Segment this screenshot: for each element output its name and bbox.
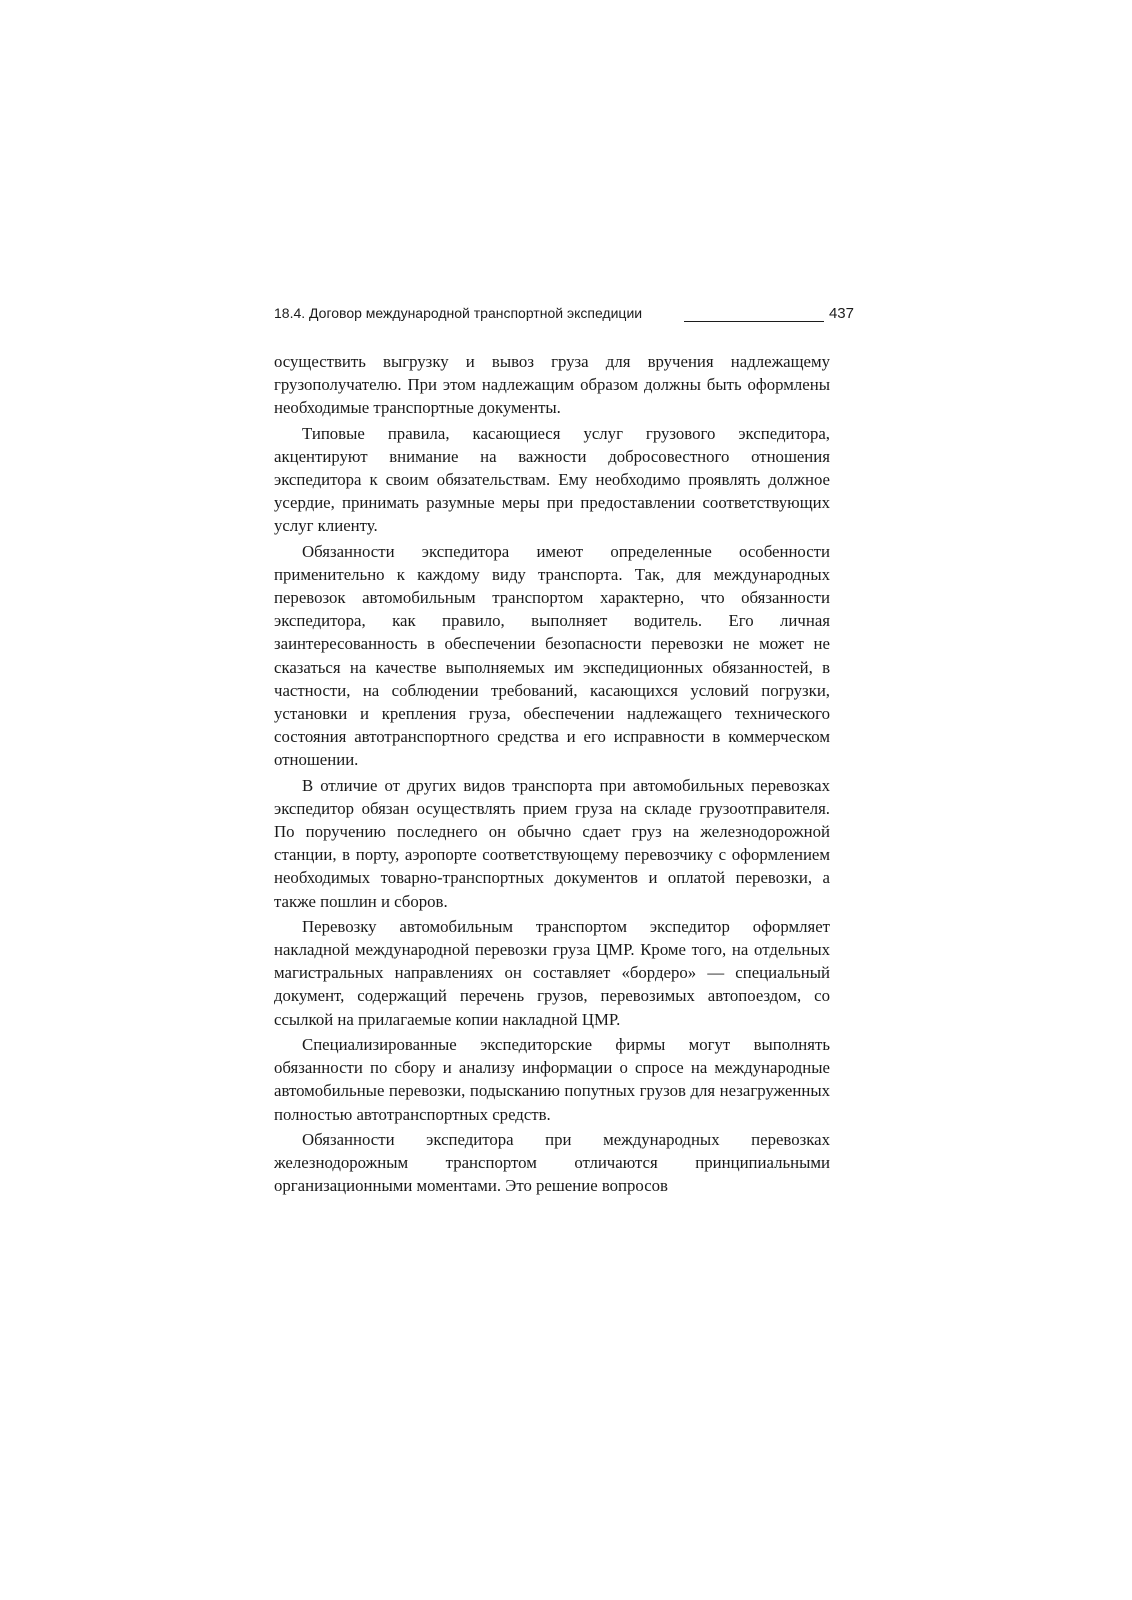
paragraph: Обязанности экспедитора при международных перевозках железнодорожным транспортом отличаются принципиальными организационными моментами. Это решение вопросов (274, 1129, 830, 1196)
paragraph: Специализированные экспедиторские фирмы могут выполнять обязанности по сбору и анализу информации о спросе на международные автомобильные перевозки, подысканию попутных грузов для незагруженных полностью автотранспортных средств. (274, 1034, 830, 1124)
paragraph: Обязанности экспедитора имеют определенные особенности применительно к каждому виду транспорта. Так, для международных перевозок автомобильным транспортом характерно, что обязанности экспедитора, как правило, выполняет водитель. Его личная заинтересованность в обеспечении безопасности перевозки не может не сказаться на качестве выполняемых им экспедиционных обязанностей, в частности, на соблюдении требований, касающихся условий погрузки, установки и крепления груза, обеспечении надлежащего технического состояния автотранспортного средства и его исправности в коммерческом отношении. (274, 541, 830, 770)
paragraph: В отличие от других видов транспорта при автомобильных перевозках экспедитор обязан осуществлять прием груза на складе грузоотправителя. По поручению последнего он обычно сдает груз на железнодорожной станции, в порту, аэропорте соответствующему перевозчику с оформлением необходимых товарно-транспортных документов и оплатой перевозки, а также пошлин и сборов. (274, 775, 830, 911)
paragraph: Типовые правила, касающиеся услуг грузового экспедитора, акцентируют внимание на важности добросовестного отношения экспедитора к своим обязательствам. Ему необходимо проявлять должное усердие, принимать разумные меры при предоставлении соответствующих услуг клиенту. (274, 423, 830, 536)
header-rule (684, 321, 824, 322)
paragraph: Перевозку автомобильным транспортом экспедитор оформляет накладной международной перевозки груза ЦМР. Кроме того, на отдельных магистральных направлениях он составляет «бордеро» — специальный документ, содержащий перечень грузов, перевозимых автопоездом, со ссылкой на прилагаемые копии накладной ЦМР. (274, 916, 830, 1029)
running-head (274, 305, 854, 327)
paragraph: осуществить выгрузку и вывоз груза для вручения надлежащему грузополучателю. При этом надлежащим образом должны быть оформлены необходимые транспортные документы. (274, 352, 830, 418)
running-title: 18.4. Договор международной транспортной экспедиции (274, 305, 643, 321)
page-number: 437 (828, 305, 854, 322)
body-text (274, 350, 830, 1197)
